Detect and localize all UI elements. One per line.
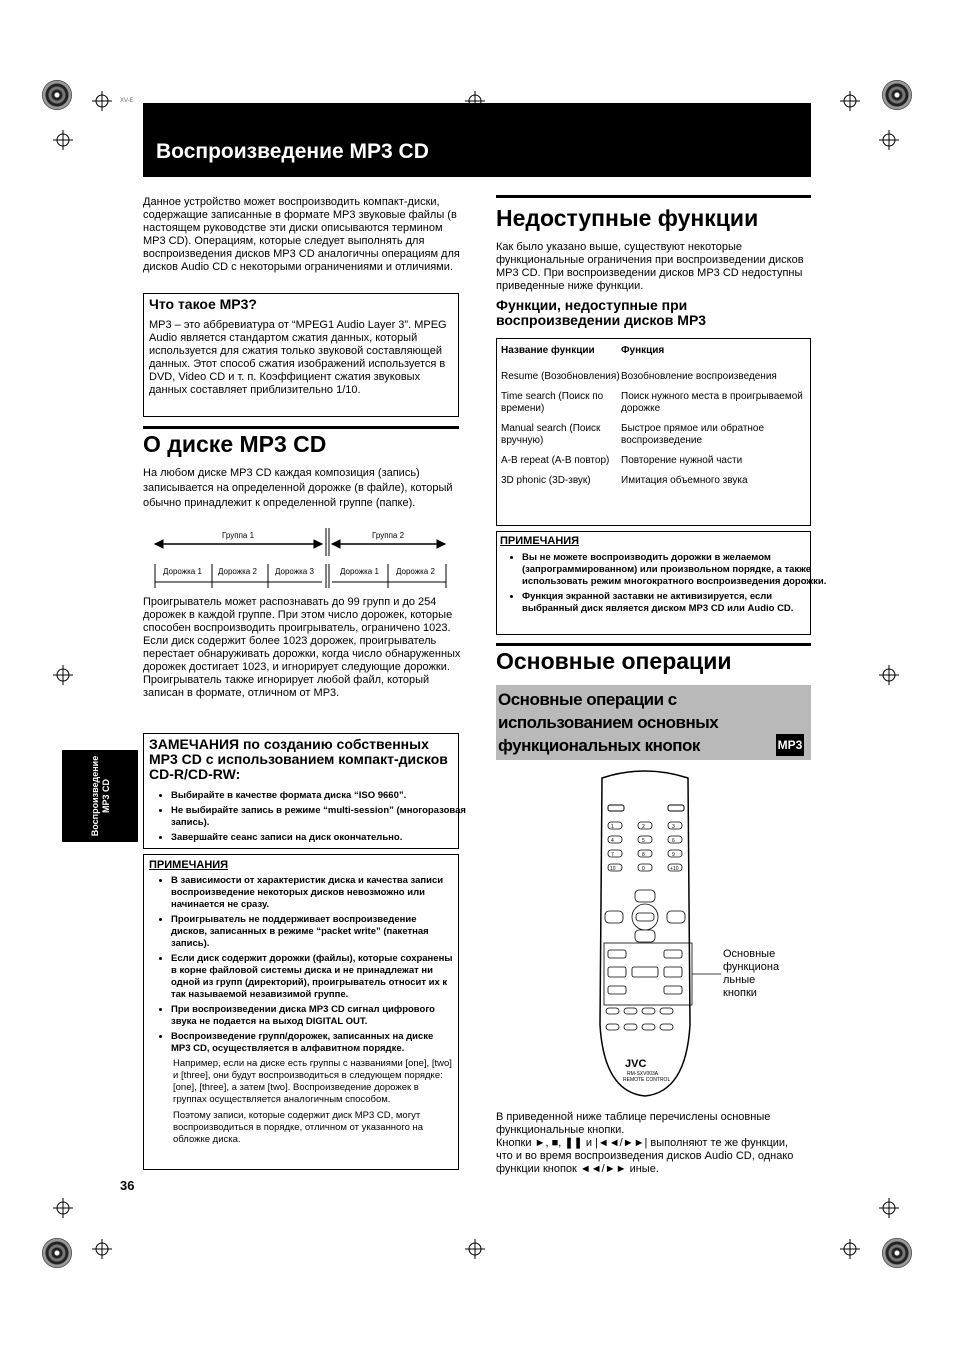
svg-text:10: 10 [610,866,616,872]
group-1-label: Группа 1 [222,531,255,540]
list-item: • Проигрыватель не поддерживает воспроизведение дисков, записанных в режиме “packet write” (пакетная запись). [171,914,454,950]
cdr-notes-title: ЗАМЕЧАНИЯ по созданию собственных MP3 CD с использованием компакт-дисков CD-R/CD-RW: [149,736,448,782]
notes-title: ПРИМЕЧАНИЯ [149,859,229,871]
table-cell: Resume (Возобновления) [501,371,620,382]
table-header-row [501,345,806,371]
left-notes-box [143,854,459,1170]
right-notes-box [496,531,827,635]
track-label: Дорожка 2 [218,567,257,576]
what-is-mp3-title: Что такое MP3? [149,296,257,312]
track-label: Дорожка 1 [163,567,202,576]
group-2-label: Группа 2 [372,531,405,540]
unavailable-functions-title: Недоступные функции [496,205,759,231]
svg-text:0: 0 [642,866,645,872]
section-rule [143,426,459,429]
list-item: • Не выбирайте запись в режиме “multi-session” (многоразовая запись). [171,805,471,829]
svg-text:+10: +10 [670,866,679,872]
bottom-text-1: В приведенной ниже таблице перечислены основные функциональные кнопки. [496,1111,771,1136]
about-disc-text: На любом диске MP3 CD каждая композиция (запись) записывается на определенной дорожке (в файле), который обычно принадлежит к определенной группе (папке). [143,467,453,509]
notes-order-text: Поэтому записи, которые содержит диск MP3 CD, могут воспроизводиться в порядке, отличном от указанного на обложке диска. [173,1110,424,1145]
unavailable-functions-subtitle: Функции, недоступные при воспроизведении дисков MP3 [496,297,707,328]
cdr-notes-box [143,733,466,849]
list-item: • Завершайте сеанс записи на диск окончательно. [171,832,471,844]
what-is-mp3-box [143,293,459,417]
side-tab-label: Воспроизведение MP3 CD [90,755,111,837]
bottom-text-2: Кнопки ►, ■, ❚❚ и |◄◄/►►| выполняют те же функции, что и во время воспроизведения дисков Audio CD, однако функции кнопок ◄◄/►► иные. [496,1137,794,1175]
functions-table [501,345,806,495]
left-notes-list [149,875,454,1055]
table-row [501,371,806,391]
list-item: • Воспроизведение групп/дорожек, записанных на диске MP3 CD, осуществляется в алфавитном порядке. [171,1031,454,1055]
remote-subtitle: REMOTE CONTROL [623,1077,671,1083]
group-track-diagram [150,526,455,592]
unavailable-functions-text: Как было указано выше, существуют некоторые функциональные ограничения при воспроизведении дисков MP3 CD. При воспроизведении дисков MP3 CD недоступны приведенные ниже функции. [496,241,804,292]
track-label: Дорожка 2 [396,567,435,576]
table-cell: A-B repeat (A-B повтор) [501,455,610,466]
svg-text:2: 2 [642,824,645,830]
table-cell: Быстрое прямое или обратное воспроизведение [621,423,765,446]
list-item: • При воспроизведении диска MP3 CD сигнал цифрового звука не подается на выход DIGITAL OUT. [171,1004,454,1028]
basic-operations-title: Основные операции [496,648,732,674]
side-tab [62,750,138,842]
svg-text:9: 9 [672,852,675,858]
table-row [501,423,806,455]
notes-example-text: Например, если на диске есть группы с названиями [one], [two] и [three], они будут воспроизводиться в следующем порядке: [one], [three], а затем [two]. Воспроизведение дорожек в группах осуществляется аналогичным способом. [173,1058,452,1105]
list-item: • Функция экранной заставки не активизируется, если выбранный диск является диском MP3 CD или Audio CD. [522,591,827,615]
intro-paragraph: Данное устройство может воспроизводить компакт-диски, содержащие записанные в формате MP3 звуковые файлы (в настоящем руководстве эти диски описываются термином MP3 CD). Операциям, которые следует выполнять для воспроизведения дисков MP3 CD аналогичны операциям для дисков Audio CD с некоторыми ограничениями и отличиями. [143,196,460,273]
table-cell: Возобновление воспроизведения [621,371,777,382]
svg-text:8: 8 [642,852,645,858]
table-row [501,475,806,495]
table-cell: Manual search (Поиск вручную) [501,423,601,446]
callout-bracket-icon [603,940,728,1010]
svg-text:1: 1 [611,824,614,830]
recognition-paragraph: Проигрыватель может распознавать до 99 групп и до 254 дорожек в каждой группе. При этом число дорожек, которые способен воспроизводить проигрыватель, ограничено 1023. Если диск содержит более 1023 дорожек, проигрыватель перестает обнаруживать дорожки, когда число обнаруженных дорожек достигает 1023, и игнорирует следующие дорожки. Проигрыватель также игнорирует любой файл, который записан в формате, отличном от MP3. [143,596,461,699]
page-number: 36 [120,1178,135,1193]
section-rule [496,195,811,198]
remote-control-icon [590,770,700,1100]
table-row [501,391,806,423]
list-item: • Если диск содержит дорожки (файлы), которые сохранены в корне файловой системы диска и не принадлежат ни одной из групп (директорий), проигрыватель относит их к так называемой незавизимой группе. [171,953,454,1001]
right-notes-list [500,552,827,618]
table-cell: Имитация объемного звука [621,475,748,486]
basic-operations-subtitle: Основные операции с использованием основных функциональных кнопок [498,690,719,755]
about-disc-title: О диске MP3 CD [143,431,327,457]
section-rule [496,643,811,646]
notes-title: ПРИМЕЧАНИЯ [500,535,580,547]
table-row [501,455,806,475]
mp3-badge: MP3 [776,734,804,756]
left-notes-body [149,875,454,1150]
svg-text:4: 4 [611,838,614,844]
header-small-text: XV-E [120,98,134,104]
remote-callout-label: Основные функциона льные кнопки [723,948,780,999]
list-item: • Выбирайте в качестве формата диска “ISO 9660”. [171,790,471,802]
table-header-cell: Функция [621,345,665,356]
svg-text:6: 6 [672,838,675,844]
list-item: • Вы не можете воспроизводить дорожки в желаемом (запрограммированном) или произвольном порядке, а также использовать режим многократного воспроизведения дорожки. [522,552,827,588]
svg-text:5: 5 [642,838,645,844]
track-label: Дорожка 3 [275,567,314,576]
table-header-cell: Название функции [501,345,595,356]
svg-text:7: 7 [611,852,614,858]
table-cell: 3D phonic (3D-звук) [501,475,591,486]
track-label: Дорожка 1 [340,567,379,576]
what-is-mp3-text: MP3 – это аббревиатура от “MPEG1 Audio Layer 3”. MPEG Audio является стандартом сжатия данных, который используется для сжатия только звуковой составляющей данных. Этот способ сжатия изображений используется в DVD, Video CD и т. п. Коэффициент сжатия звуковых данных составляет приблизительно 1/10. [149,319,447,396]
remote-model: RM-SXV003A [627,1071,659,1077]
cdr-notes-list [149,790,471,847]
table-cell: Поиск нужного места в проигрываемой дорожке [621,391,803,414]
table-cell: Повторение нужной части [621,455,743,466]
svg-text:3: 3 [672,824,675,830]
page-title: Воспроизведение MP3 CD [156,140,429,163]
list-item: • В зависимости от характеристик диска и качества записи воспроизведение некоторых дисков невозможно или начинается не сразу. [171,875,454,911]
remote-brand: JVC [625,1058,647,1070]
table-cell: Time search (Поиск по времени) [501,391,604,414]
functions-table-box [496,338,811,526]
